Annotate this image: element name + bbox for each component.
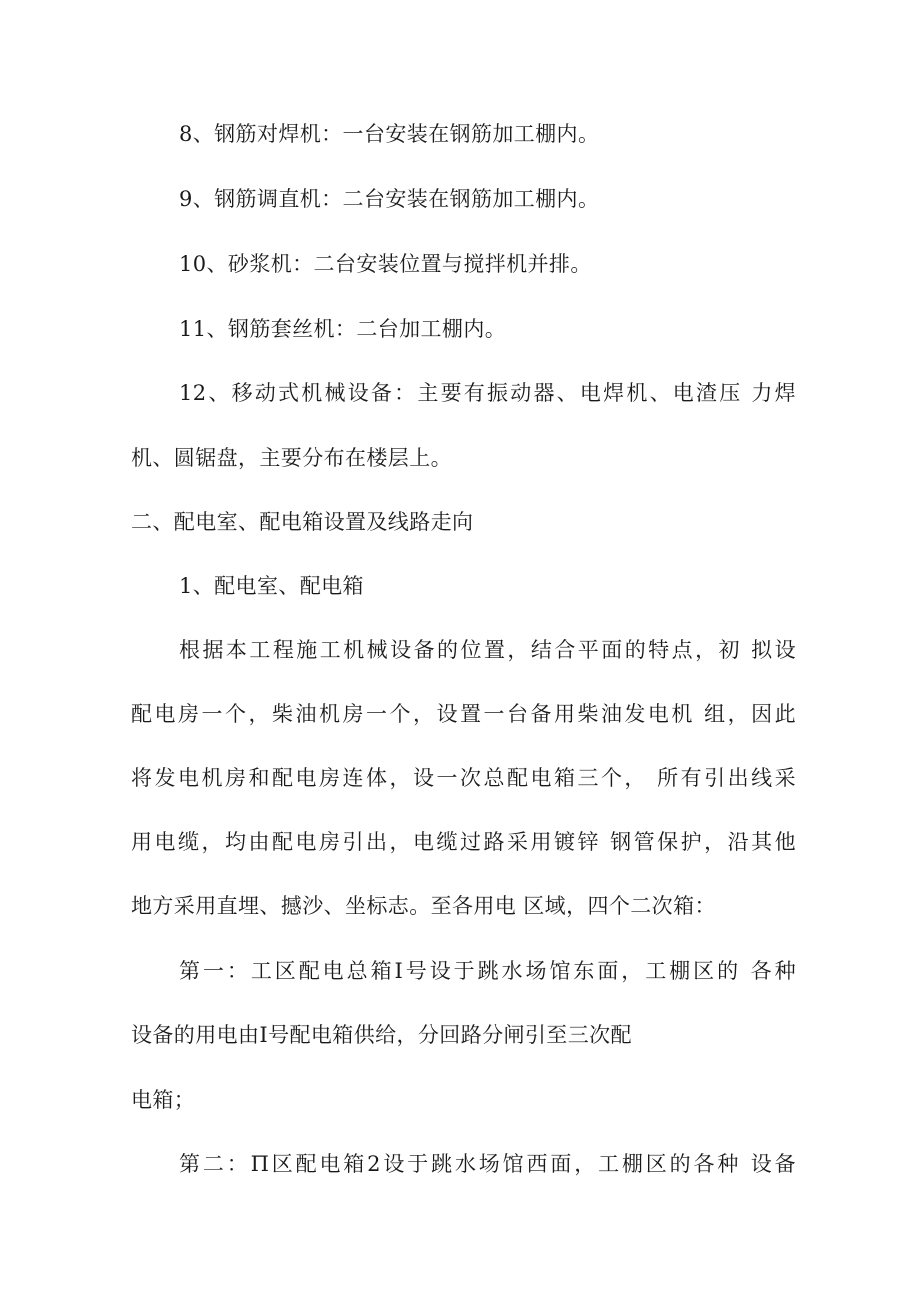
- paragraph-item-12-line-1: 12、移动式机械设备：主要有振动器、电焊机、电渣压 力焊: [179, 381, 796, 405]
- box-1-line-2: 设备的用电由I号配电箱供给，分回路分闸引至三次配: [131, 1023, 632, 1047]
- paragraph-item-11: 11、钢筋套丝机：二台加工棚内。: [179, 317, 507, 341]
- box-2-line-1: 第二：Π区配电箱2设于跳水场馆西面，工棚区的各种 设备: [179, 1152, 796, 1176]
- paragraph-item-12-line-2: 机、圆锯盘，主要分布在楼层上。: [131, 446, 452, 470]
- body-line-1: 根据本工程施工机械设备的位置，结合平面的特点，初 拟设: [179, 638, 796, 662]
- body-line-3: 将发电机房和配电房连体，设一次总配电箱三个， 所有引出线采: [131, 766, 796, 790]
- paragraph-item-8: 8、钢筋对焊机：一台安装在钢筋加工棚内。: [179, 122, 600, 146]
- subsection-heading: 1、配电室、配电箱: [179, 574, 364, 598]
- section-heading: 二、配电室、配电箱设置及线路走向: [131, 510, 474, 534]
- box-1-line-3: 电箱；: [131, 1088, 196, 1112]
- body-line-2: 配电房一个，柴油机房一个，设置一台备用柴油发电机 组，因此: [131, 702, 796, 726]
- body-line-4: 用电缆，均由配电房引出，电缆过路采用镀锌 钢管保护，沿其他: [131, 830, 796, 854]
- body-line-5: 地方采用直埋、撼沙、坐标志。至各用电 区域，四个二次箱：: [131, 894, 716, 918]
- paragraph-item-10: 10、砂浆机：二台安装位置与搅拌机并排。: [179, 252, 592, 276]
- paragraph-item-9: 9、钢筋调直机：二台安装在钢筋加工棚内。: [179, 187, 600, 211]
- box-1-line-1: 第一：工区配电总箱I号设于跳水场馆东面，工棚区的 各种: [179, 959, 796, 983]
